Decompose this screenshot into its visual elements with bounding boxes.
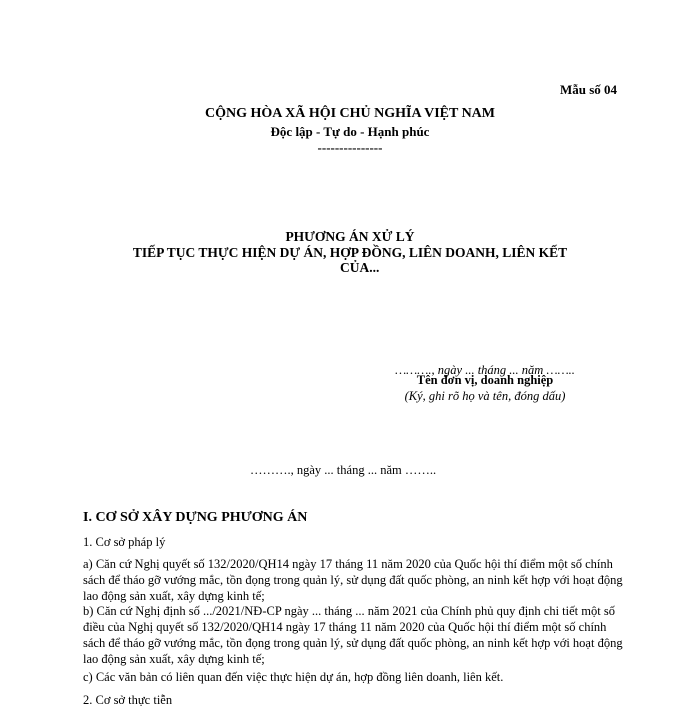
national-motto: Độc lập - Tự do - Hạnh phúc [270, 124, 430, 139]
paragraph-b: b) Căn cứ Nghị định số .../2021/NĐ-CP ngày ... tháng ... năm 2021 của Chính phủ quy định chi tiết một số điều của Nghị quyết số 132/2020/QH14 ngày 17 tháng 11 năm 2020 của Quốc hội thí điểm một số chính sách để tháo gỡ vướng mắc, tồn đọng trong quản lý, sử dụng đất quốc phòng, an ninh kết hợp với hoạt động lao động sản xuất, xây dựng kinh tế; [83, 604, 623, 666]
document-title-line1: PHƯƠNG ÁN XỬ LÝ [285, 229, 415, 244]
form-number: Mẫu số 04 [560, 82, 618, 97]
subsection-practical-basis: 2. Cơ sở thực tiễn [83, 693, 173, 707]
national-title: CỘNG HÒA XÃ HỘI CHỦ NGHĨA VIỆT NAM [204, 106, 495, 121]
signature-unit: Tên đơn vị, doanh nghiệp [416, 373, 554, 387]
header-separator: --------------- [317, 140, 383, 155]
document-title-line3: CỦA... [340, 260, 380, 275]
paragraph-a: a) Căn cứ Nghị quyết số 132/2020/QH14 ngày 17 tháng 11 năm 2020 của Quốc hội thí điểm một số chính sách để tháo gỡ vướng mắc, tồn đọng trong quản lý, sử dụng đất quốc phòng, an ninh kết hợp với hoạt động lao động sản xuất, xây dựng kinh tế; [83, 557, 623, 603]
subsection-legal-basis: 1. Cơ sở pháp lý [83, 535, 166, 549]
section-heading: I. CƠ SỞ XÂY DỰNG PHƯƠNG ÁN [83, 510, 308, 525]
signature-date: ………., ngày ... tháng ... năm …….. [395, 363, 575, 377]
paragraph-c: c) Các văn bản có liên quan đến việc thực hiện dự án, hợp đồng liên doanh, liên kết. [83, 670, 504, 684]
document-title-line2: TIẾP TỤC THỰC HIỆN DỰ ÁN, HỢP ĐỒNG, LIÊN DOANH, LIÊN KẾT [132, 245, 568, 260]
signature-note: (Ký, ghi rõ họ và tên, đóng dấu) [404, 389, 566, 403]
date-line: ………., ngày ... tháng ... năm …….. [250, 463, 437, 477]
